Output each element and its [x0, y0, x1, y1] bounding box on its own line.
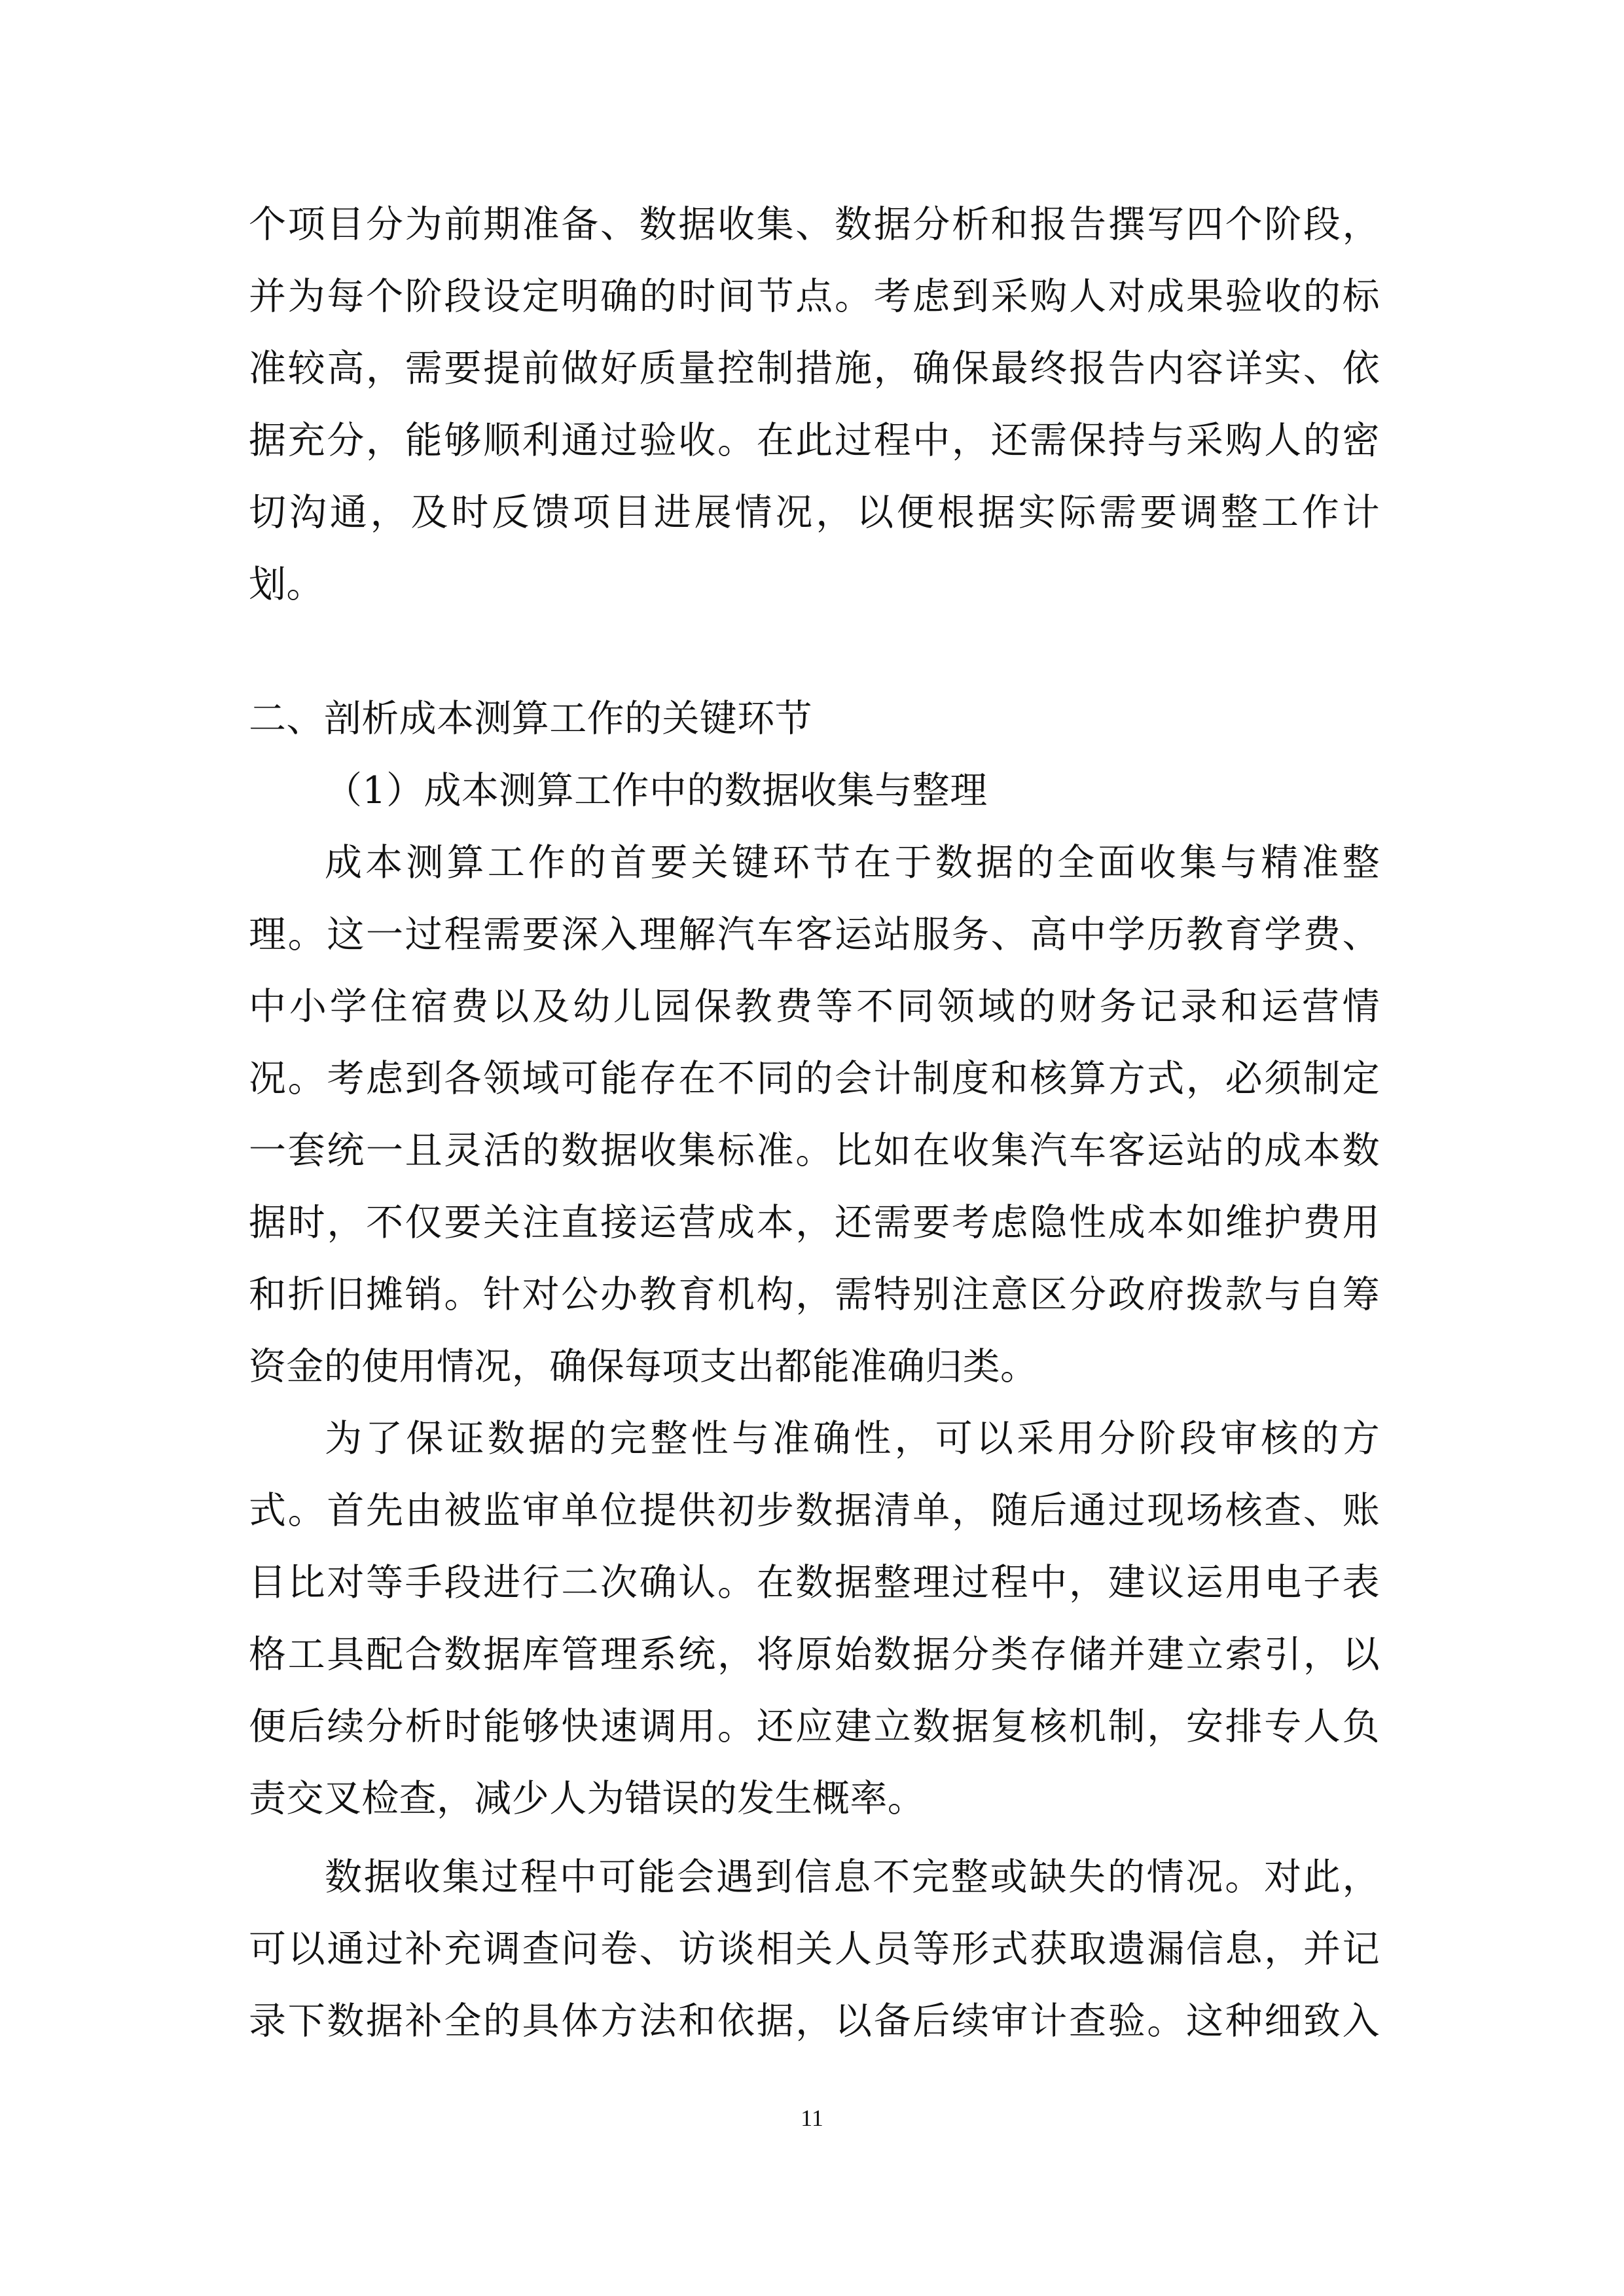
paragraph-line: 据时，不仅要关注直接运营成本，还需要考虑隐性成本如维护费用 — [249, 1201, 1380, 1244]
paragraph-line: 便后续分析时能够快速调用。还应建立数据复核机制，安排专人负 — [249, 1705, 1380, 1748]
paragraph-line: 划。 — [249, 563, 324, 606]
paragraph-line: 格工具配合数据库管理系统，将原始数据分类存储并建立索引，以 — [249, 1633, 1380, 1676]
paragraph-line: 数据收集过程中可能会遇到信息不完整或缺失的情况。对此， — [325, 1856, 1380, 1899]
paragraph-line: 资金的使用情况，确保每项支出都能准确归类。 — [249, 1345, 1038, 1388]
paragraph-line: 为了保证数据的完整性与准确性，可以采用分阶段审核的方 — [325, 1417, 1380, 1460]
page-number: 11 — [801, 2105, 823, 2131]
paragraph-line: 并为每个阶段设定明确的时间节点。考虑到采购人对成果验收的标 — [249, 275, 1380, 318]
section-heading: 二、剖析成本测算工作的关键环节 — [249, 697, 812, 740]
paragraph-line: 况。考虑到各领域可能存在不同的会计制度和核算方式，必须制定 — [249, 1057, 1380, 1100]
paragraph-line: 准较高，需要提前做好质量控制措施，确保最终报告内容详实、依 — [249, 347, 1380, 390]
paragraph-line: 可以通过补充调查问卷、访谈相关人员等形式获取遗漏信息，并记 — [249, 1928, 1380, 1971]
paragraph-line: 中小学住宿费以及幼儿园保教费等不同领域的财务记录和运营情 — [249, 985, 1380, 1028]
paragraph-line: 目比对等手段进行二次确认。在数据整理过程中，建议运用电子表 — [249, 1561, 1380, 1604]
paragraph-line: 成本测算工作的首要关键环节在于数据的全面收集与精准整 — [325, 841, 1380, 884]
paragraph-line: 录下数据补全的具体方法和依据，以备后续审计查验。这种细致入 — [249, 2000, 1380, 2043]
paragraph-line: 责交叉检查，减少人为错误的发生概率。 — [249, 1777, 926, 1820]
paragraph-line: 个项目分为前期准备、数据收集、数据分析和报告撰写四个阶段， — [249, 203, 1380, 246]
paragraph-line: 理。这一过程需要深入理解汽车客运站服务、高中学历教育学费、 — [249, 913, 1380, 956]
paragraph-line: 和折旧摊销。针对公办教育机构，需特别注意区分政府拨款与自筹 — [249, 1273, 1380, 1316]
paragraph-line: 一套统一且灵活的数据收集标准。比如在收集汽车客运站的成本数 — [249, 1129, 1380, 1172]
paragraph-line: 据充分，能够顺利通过验收。在此过程中，还需保持与采购人的密 — [249, 419, 1380, 462]
paragraph-line: 式。首先由被监审单位提供初步数据清单，随后通过现场核查、账 — [249, 1489, 1380, 1532]
paragraph-line: 切沟通，及时反馈项目进展情况，以便根据实际需要调整工作计 — [249, 491, 1380, 534]
subsection-heading: （1）成本测算工作中的数据收集与整理 — [325, 769, 988, 812]
